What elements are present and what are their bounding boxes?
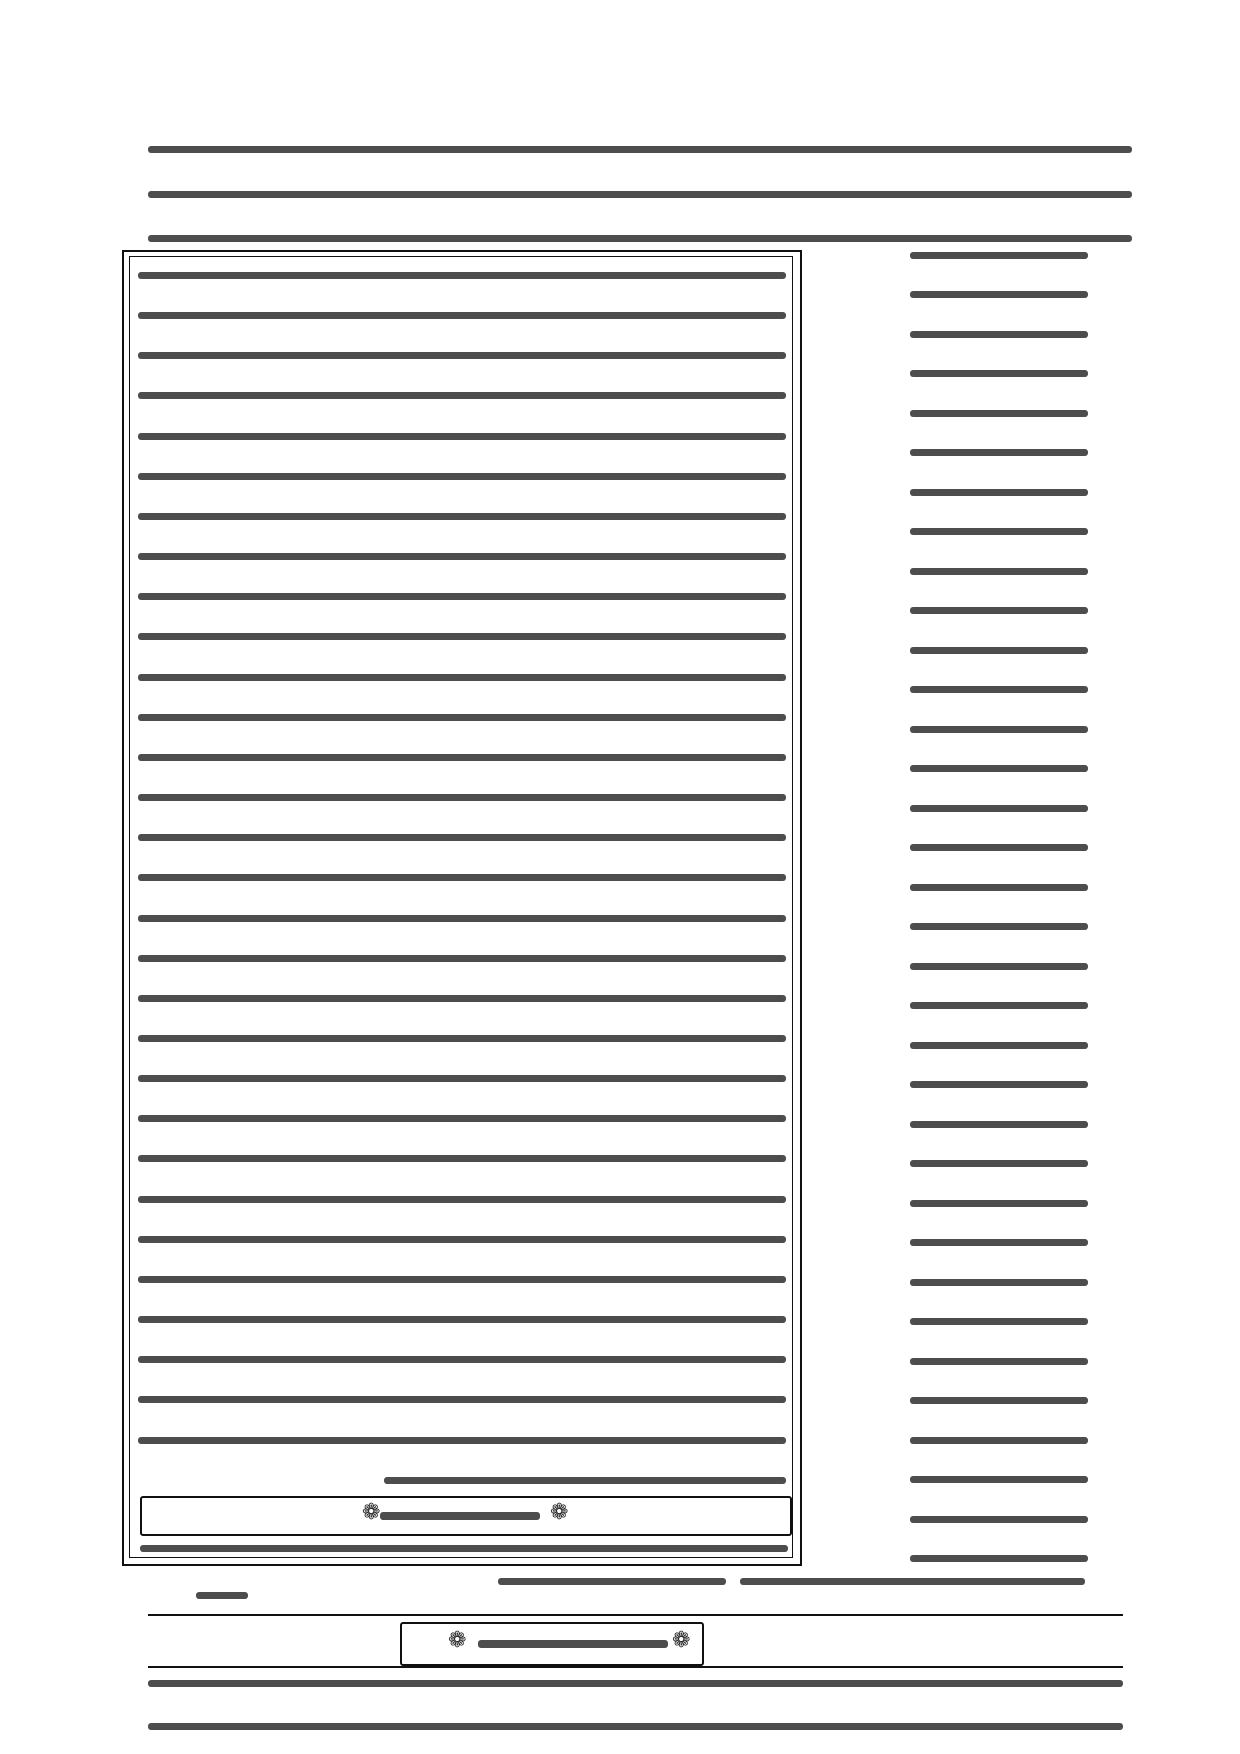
text-line bbox=[910, 568, 1088, 575]
text-line bbox=[910, 1239, 1088, 1246]
chapter-heading-ornament-left: ❁ bbox=[362, 1500, 381, 1525]
text-line bbox=[138, 834, 786, 841]
text-line bbox=[138, 513, 786, 520]
text-line bbox=[910, 331, 1088, 338]
text-line bbox=[138, 1115, 786, 1122]
text-line bbox=[910, 1081, 1088, 1088]
text-line bbox=[138, 1075, 786, 1082]
text-line bbox=[910, 1042, 1088, 1049]
text-line bbox=[138, 1356, 786, 1363]
text-line bbox=[138, 312, 786, 319]
text-line bbox=[910, 963, 1088, 970]
text-line bbox=[910, 528, 1088, 535]
text-line bbox=[910, 1002, 1088, 1009]
text-line bbox=[910, 647, 1088, 654]
text-line bbox=[910, 923, 1088, 930]
text-line bbox=[910, 1200, 1088, 1207]
bottom-rule bbox=[148, 1666, 1123, 1668]
text-line bbox=[910, 1437, 1088, 1444]
main-text-block bbox=[138, 272, 786, 1484]
separator-rule bbox=[148, 1614, 1123, 1616]
text-line bbox=[138, 1035, 786, 1042]
catchword-mark bbox=[196, 1592, 248, 1599]
footer-note-line bbox=[498, 1578, 726, 1585]
text-line bbox=[478, 1640, 668, 1648]
text-line bbox=[910, 1476, 1088, 1483]
text-line bbox=[138, 874, 786, 881]
text-line bbox=[910, 884, 1088, 891]
text-line bbox=[910, 252, 1088, 259]
text-line bbox=[138, 392, 786, 399]
text-line bbox=[138, 473, 786, 480]
text-line bbox=[380, 1512, 540, 1520]
text-line bbox=[910, 805, 1088, 812]
text-line bbox=[910, 844, 1088, 851]
text-line bbox=[910, 1358, 1088, 1365]
text-line bbox=[910, 1397, 1088, 1404]
bottom-text bbox=[148, 1680, 1123, 1730]
chapter-heading-ornament-right: ❁ bbox=[550, 1500, 569, 1525]
text-line bbox=[910, 370, 1088, 377]
text-line bbox=[148, 1723, 1123, 1730]
margin-commentary bbox=[910, 252, 1088, 1562]
text-line bbox=[148, 191, 1132, 198]
text-line bbox=[138, 1155, 786, 1162]
text-line bbox=[138, 272, 786, 279]
text-line bbox=[138, 553, 786, 560]
text-line bbox=[910, 1318, 1088, 1325]
text-line bbox=[138, 915, 786, 922]
text-line bbox=[910, 686, 1088, 693]
text-line bbox=[910, 410, 1088, 417]
text-line bbox=[138, 714, 786, 721]
section-heading-ornament-right: ❁ bbox=[672, 1628, 691, 1653]
text-line bbox=[138, 674, 786, 681]
text-line bbox=[138, 754, 786, 761]
text-line bbox=[138, 1276, 786, 1283]
text-line bbox=[910, 1516, 1088, 1523]
text-line bbox=[138, 1437, 786, 1444]
text-line bbox=[910, 1279, 1088, 1286]
text-line bbox=[138, 593, 786, 600]
text-line bbox=[148, 235, 1132, 242]
text-line bbox=[910, 1555, 1088, 1562]
text-line bbox=[138, 352, 786, 359]
text-line bbox=[138, 794, 786, 801]
text-line bbox=[140, 1545, 788, 1552]
text-line bbox=[910, 291, 1088, 298]
text-line bbox=[910, 1121, 1088, 1128]
text-line bbox=[910, 1160, 1088, 1167]
text-line bbox=[148, 146, 1132, 153]
text-line bbox=[148, 1680, 1123, 1687]
text-line bbox=[910, 449, 1088, 456]
text-line bbox=[138, 1316, 786, 1323]
text-line bbox=[138, 1196, 786, 1203]
text-line bbox=[138, 1396, 786, 1403]
text-line bbox=[138, 1236, 786, 1243]
top-commentary bbox=[148, 146, 1132, 242]
text-line bbox=[910, 607, 1088, 614]
text-line bbox=[910, 489, 1088, 496]
text-line bbox=[138, 433, 786, 440]
text-line bbox=[910, 726, 1088, 733]
text-line bbox=[384, 1477, 786, 1484]
footer-note-line bbox=[740, 1578, 1085, 1585]
section-heading-ornament-left: ❁ bbox=[448, 1628, 467, 1653]
text-line bbox=[910, 765, 1088, 772]
text-line bbox=[138, 995, 786, 1002]
text-line bbox=[138, 955, 786, 962]
text-line bbox=[138, 633, 786, 640]
